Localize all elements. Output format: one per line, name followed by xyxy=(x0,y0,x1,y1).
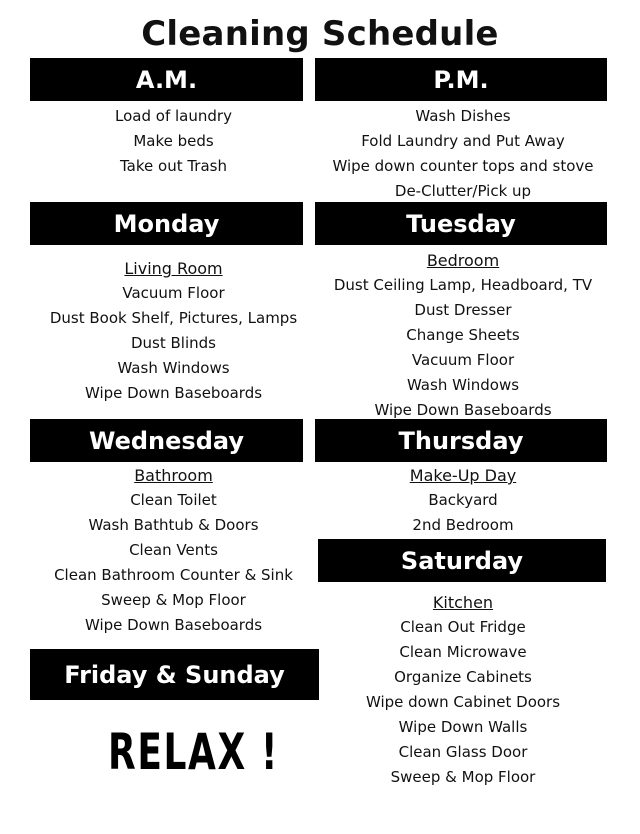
list-item: Change Sheets xyxy=(406,326,520,344)
list-item: Make beds xyxy=(133,132,214,150)
list-item: Take out Trash xyxy=(120,157,227,175)
list-item: Wash Windows xyxy=(406,376,520,394)
am-task-list xyxy=(30,104,317,179)
list-item: Clean Out Fridge xyxy=(400,618,526,636)
pm-task-list xyxy=(315,104,611,204)
thursday-task-list xyxy=(315,463,611,538)
thursday-header: Thursday xyxy=(315,419,607,462)
list-item: Wipe Down Baseboards xyxy=(84,384,263,402)
tuesday-task-list xyxy=(315,248,611,423)
list-item: Clean Bathroom Counter & Sink xyxy=(54,566,293,584)
list-item: Clean Vents xyxy=(129,541,218,559)
room-heading: Bathroom xyxy=(134,466,213,485)
list-item: Load of laundry xyxy=(115,107,232,125)
list-item: Wipe down counter tops and stove xyxy=(332,157,594,175)
list-item: Dust Blinds xyxy=(131,334,216,352)
tuesday-header: Tuesday xyxy=(315,202,607,245)
list-item: Dust Ceiling Lamp, Headboard, TV xyxy=(333,276,593,294)
list-item: Wash Windows xyxy=(117,359,230,377)
monday-task-list xyxy=(30,256,317,406)
room-heading: Kitchen xyxy=(432,593,494,612)
list-item: Fold Laundry and Put Away xyxy=(361,132,565,150)
room-heading: Make-Up Day xyxy=(409,466,517,485)
relax-note: RELAX ! xyxy=(108,723,279,781)
list-item: Wipe Down Baseboards xyxy=(84,616,263,634)
list-item: Dust Book Shelf, Pictures, Lamps xyxy=(49,309,298,327)
saturday-task-list xyxy=(315,590,611,790)
list-item: Wipe Down Baseboards xyxy=(374,401,552,419)
list-item: Wipe Down Walls xyxy=(398,718,528,736)
pm-header: P.M. xyxy=(315,58,607,101)
list-item: Clean Glass Door xyxy=(398,743,528,761)
list-item: Vacuum Floor xyxy=(122,284,225,302)
list-item: Clean Toilet xyxy=(130,491,217,509)
room-heading: Living Room xyxy=(124,259,223,278)
list-item: Wipe down Cabinet Doors xyxy=(365,693,561,711)
list-item: Sweep & Mop Floor xyxy=(390,768,536,786)
room-heading: Bedroom xyxy=(426,251,500,270)
list-item: Vacuum Floor xyxy=(411,351,515,369)
list-item: Wash Bathtub & Doors xyxy=(88,516,259,534)
list-item: Wash Dishes xyxy=(415,107,511,125)
list-item: Organize Cabinets xyxy=(394,668,532,686)
saturday-header: Saturday xyxy=(318,539,606,582)
am-header: A.M. xyxy=(30,58,303,101)
wednesday-task-list xyxy=(30,463,317,638)
list-item: Dust Dresser xyxy=(414,301,512,319)
wednesday-header: Wednesday xyxy=(30,419,303,462)
monday-header: Monday xyxy=(30,202,303,245)
list-item: Backyard xyxy=(428,491,498,509)
page-title: Cleaning Schedule xyxy=(141,14,499,54)
list-item: 2nd Bedroom xyxy=(412,516,514,534)
list-item: Clean Microwave xyxy=(399,643,527,661)
list-item: Sweep & Mop Floor xyxy=(101,591,246,609)
list-item: De-Clutter/Pick up xyxy=(394,182,532,200)
friday-sunday-header: Friday & Sunday xyxy=(30,649,319,700)
